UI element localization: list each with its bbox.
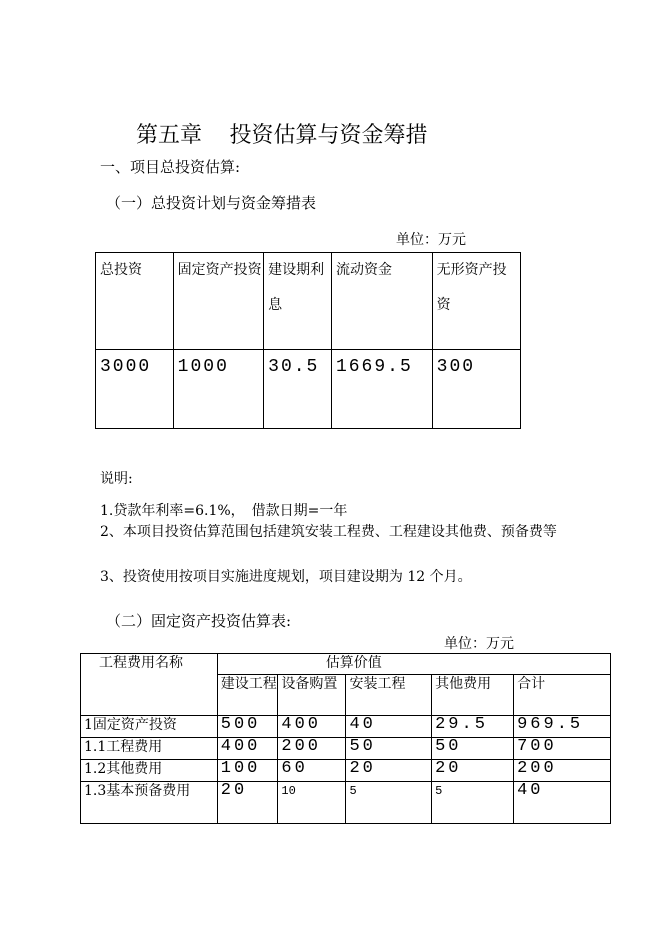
value-cell: 5 bbox=[346, 782, 432, 824]
header-cell: 其他费用 bbox=[432, 675, 514, 716]
value-cell: 1000 bbox=[173, 350, 263, 429]
unit-label-1: 单位：万元 bbox=[396, 232, 466, 248]
table-row bbox=[81, 760, 611, 782]
table-row bbox=[81, 716, 611, 738]
table-row bbox=[81, 782, 611, 824]
row-name-cell: 1.2其他费用 bbox=[81, 760, 218, 782]
total-investment-table bbox=[95, 252, 521, 429]
subsection-heading-fixed-assets: （二）固定资产投资估算表: bbox=[106, 612, 292, 630]
header-cell: 安装工程 bbox=[346, 675, 432, 716]
table-header-row bbox=[81, 654, 611, 675]
value-cell: 29.5 bbox=[432, 716, 514, 738]
value-cell: 5 bbox=[432, 782, 514, 824]
fixed-asset-estimate-table bbox=[80, 653, 611, 824]
notes-heading: 说明: bbox=[100, 471, 133, 487]
header-cell: 建设工程 bbox=[217, 675, 278, 716]
value-cell: 969.5 bbox=[514, 716, 611, 738]
value-cell: 700 bbox=[514, 738, 611, 760]
table-row bbox=[81, 738, 611, 760]
value-cell: 20 bbox=[432, 760, 514, 782]
value-cell: 400 bbox=[217, 738, 278, 760]
header-cell: 总投资 bbox=[96, 253, 174, 350]
value-cell: 100 bbox=[217, 760, 278, 782]
row-name-cell: 1.1工程费用 bbox=[81, 738, 218, 760]
chapter-title: 第五章 投资估算与资金筹措 bbox=[136, 122, 428, 147]
value-cell: 300 bbox=[432, 350, 520, 429]
value-cell: 30.5 bbox=[264, 350, 332, 429]
value-cell: 60 bbox=[278, 760, 346, 782]
value-cell: 40 bbox=[514, 782, 611, 824]
group-header-cell: 估算价值 bbox=[217, 654, 610, 675]
value-cell: 3000 bbox=[96, 350, 174, 429]
row-name-cell: 1.3基本预备费用 bbox=[81, 782, 218, 824]
value-cell: 10 bbox=[278, 782, 346, 824]
value-cell: 40 bbox=[346, 716, 432, 738]
value-cell: 1669.5 bbox=[331, 350, 432, 429]
value-cell: 200 bbox=[514, 760, 611, 782]
header-cell: 流动资金 bbox=[331, 253, 432, 350]
value-cell: 50 bbox=[432, 738, 514, 760]
note-line-3: 3、投资使用按项目实施进度规划，项目建设期为 12 个月。 bbox=[100, 569, 472, 585]
header-cell: 工程费用名称 bbox=[81, 654, 218, 716]
section-heading-total-investment: 一、项目总投资估算: bbox=[100, 158, 241, 176]
row-name-cell: 1固定资产投资 bbox=[81, 716, 218, 738]
value-cell: 400 bbox=[278, 716, 346, 738]
table-row bbox=[96, 350, 521, 429]
header-cell: 设备购置 bbox=[278, 675, 346, 716]
note-line-2: 2、本项目投资估算范围包括建筑安装工程费、工程建设其他费、预备费等 bbox=[100, 524, 557, 540]
header-cell: 建设期利息 bbox=[264, 253, 332, 350]
header-cell: 固定资产投资 bbox=[173, 253, 263, 350]
value-cell: 50 bbox=[346, 738, 432, 760]
table-header-row bbox=[96, 253, 521, 350]
value-cell: 200 bbox=[278, 738, 346, 760]
subsection-heading-funding-table: （一）总投资计划与资金筹措表 bbox=[106, 194, 317, 212]
note-line-1: 1.贷款年利率=6.1%， 借款日期=一年 bbox=[100, 503, 348, 519]
value-cell: 500 bbox=[217, 716, 278, 738]
value-cell: 20 bbox=[346, 760, 432, 782]
unit-label-2: 单位：万元 bbox=[444, 636, 514, 652]
header-cell: 合计 bbox=[514, 675, 611, 716]
value-cell: 20 bbox=[217, 782, 278, 824]
header-cell: 无形资产投资 bbox=[432, 253, 520, 350]
